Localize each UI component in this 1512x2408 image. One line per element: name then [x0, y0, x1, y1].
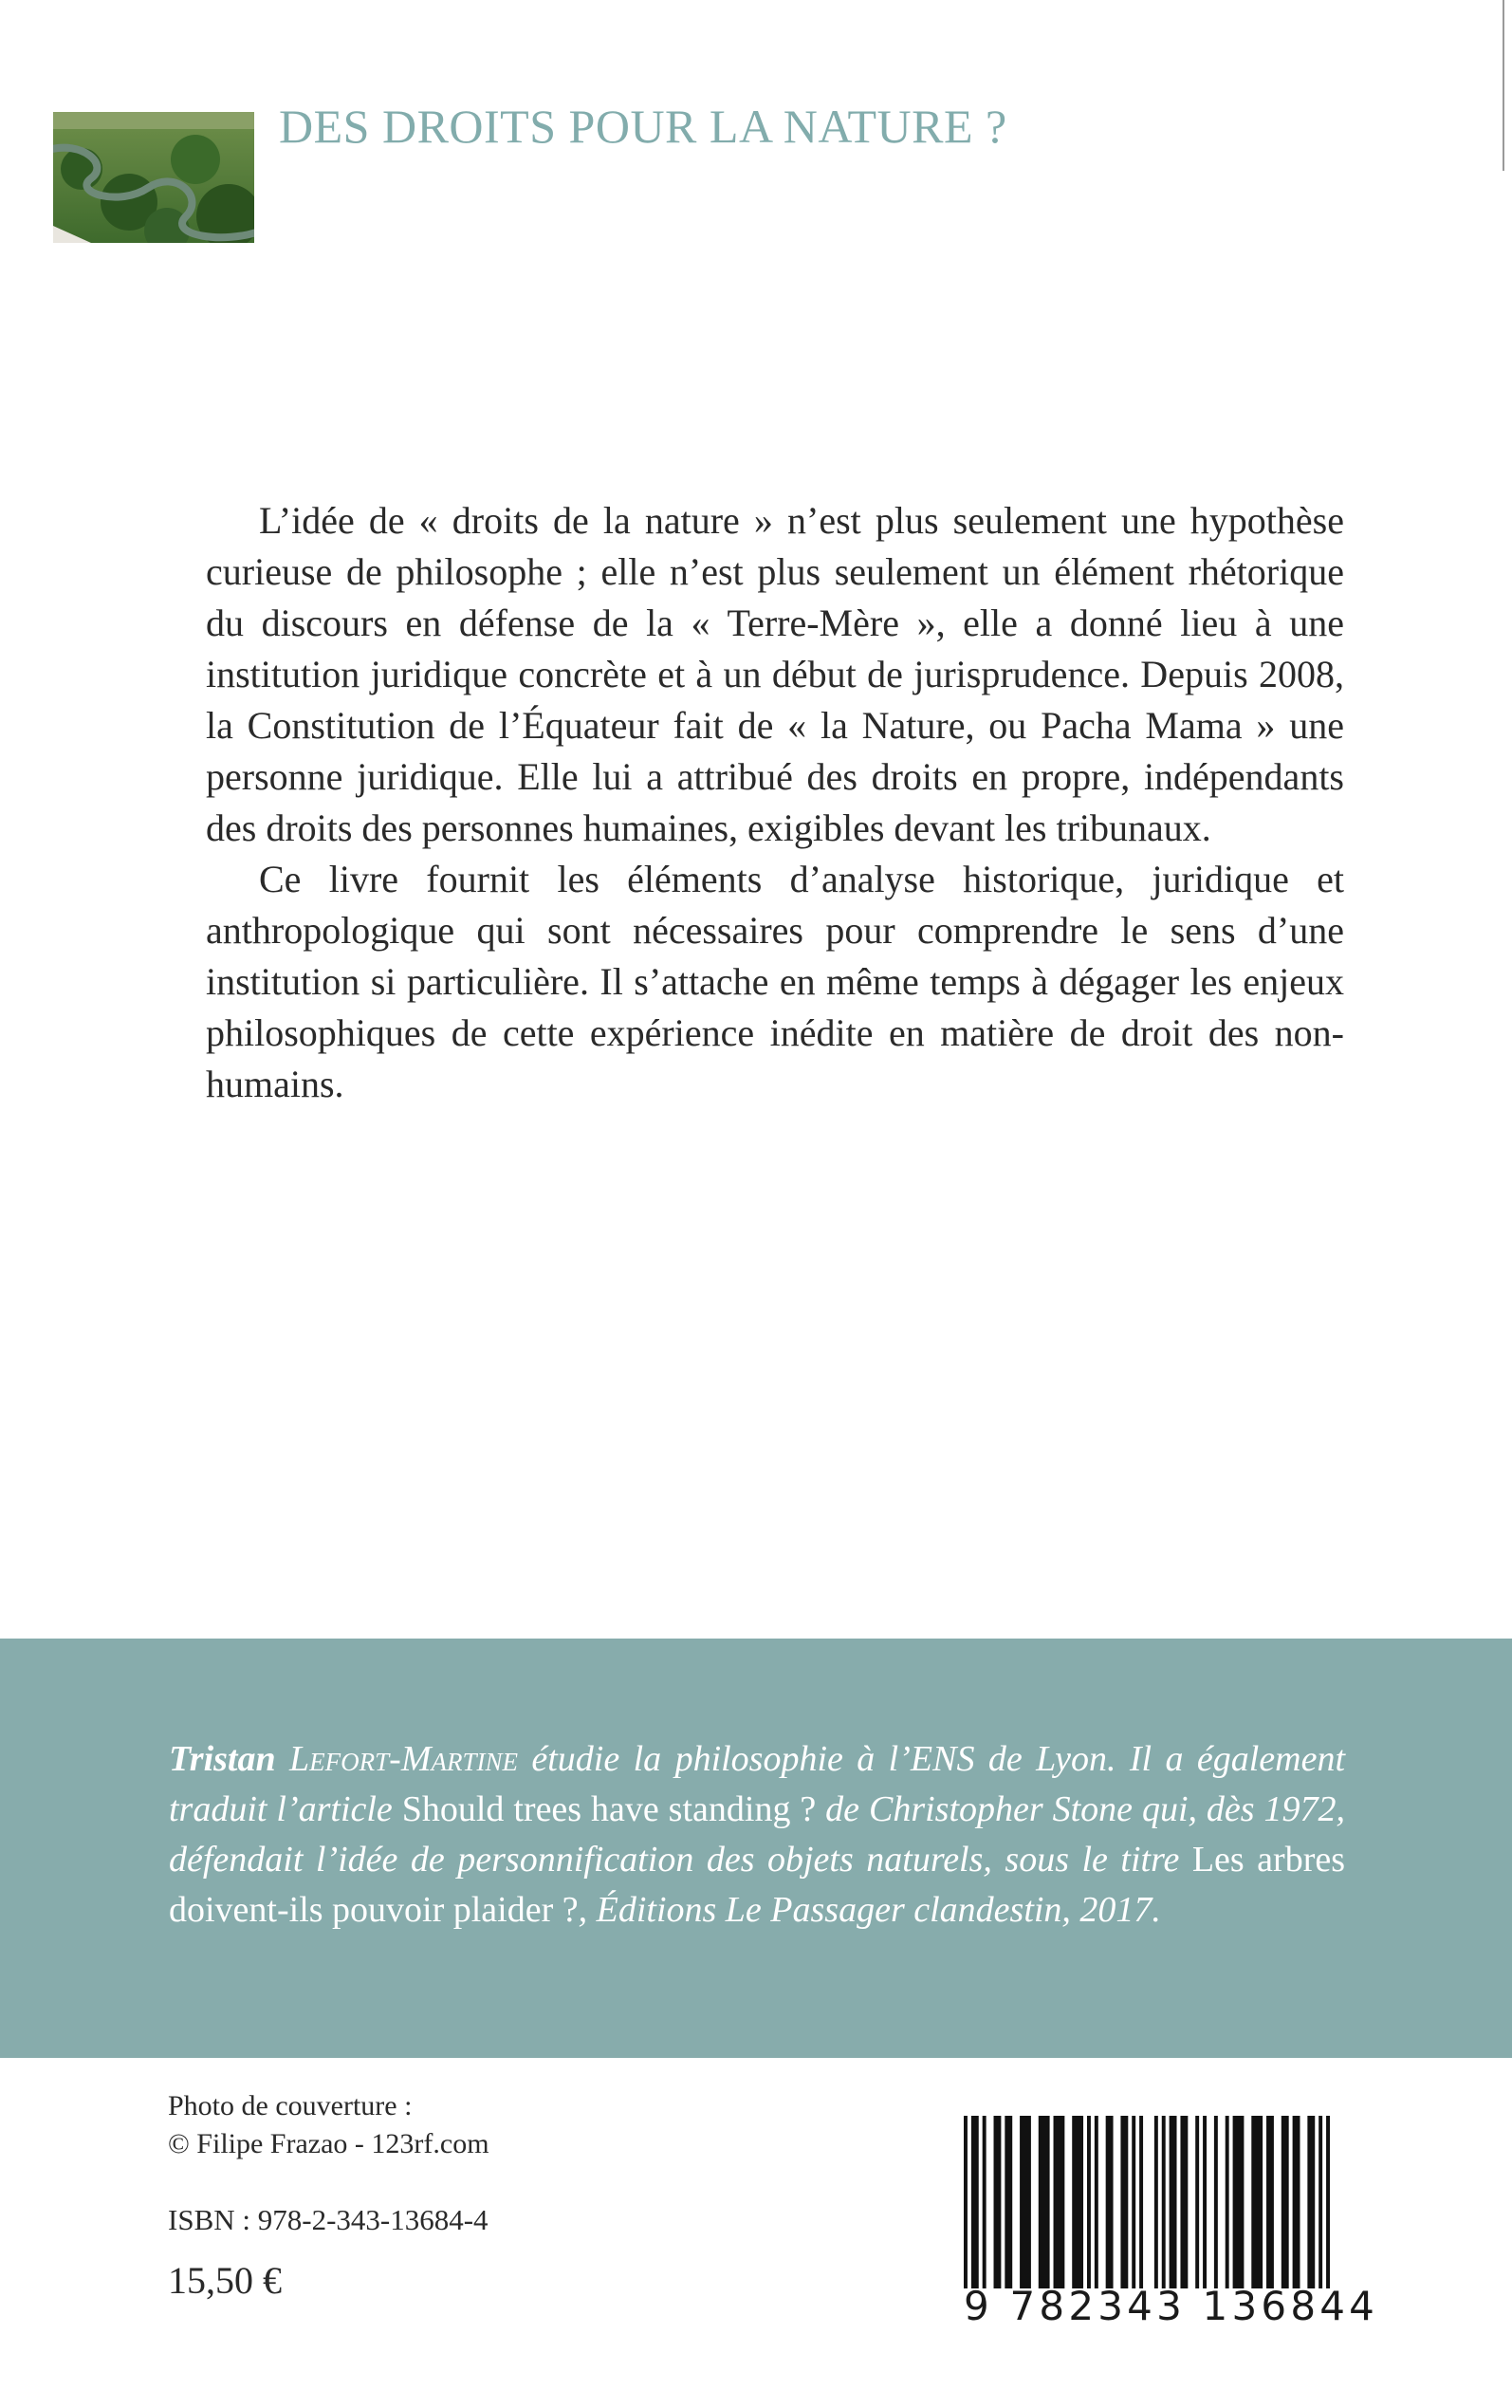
author-bio — [169, 1734, 1345, 1936]
river-landscape-icon — [53, 112, 254, 243]
barcode-bar — [1132, 2116, 1135, 2288]
barcode-bar — [1266, 2116, 1274, 2288]
book-description — [206, 495, 1344, 1110]
book-title: DES DROITS POUR LA NATURE ? — [279, 100, 1007, 153]
barcode-bar — [1326, 2116, 1330, 2288]
article-title: Should trees have standing ? — [401, 1789, 817, 1829]
barcode-bar — [1233, 2116, 1245, 2288]
barcode-bar — [1282, 2116, 1289, 2288]
bio-text-2: de Christopher Stone qui, dès 1972, défendait l’idée de personnification des objets naturels, sous le titre — [169, 1789, 1346, 1880]
barcode-bar — [994, 2116, 1002, 2288]
photo-credit — [168, 2087, 489, 2163]
barcode-bar — [1072, 2116, 1083, 2288]
description-paragraph-1: L’idée de « droits de la nature » n’est plus seulement une hypothèse curieuse de philosophe ; elle n’est plus seulement un élément rhétorique du discours en défense de la « Terre-Mère », elle a donné lieu à une institution juridique concrète et à un début de jurisprudence. Depuis 2008, la Constitution de l’Équateur fait de « la Nature, ou Pacha Mama » une personne juridique. Elle lui a attribué des droits en propre, indépendants des droits des personnes humaines, exigibles devant les tribunaux. — [206, 499, 1344, 849]
barcode-bar — [1139, 2116, 1143, 2288]
barcode-bar — [1293, 2116, 1300, 2288]
barcode-bar — [1162, 2116, 1166, 2288]
barcode-bar — [1087, 2116, 1091, 2288]
barcode-bar — [1054, 2116, 1065, 2288]
author-first-name: Tristan — [169, 1739, 276, 1779]
barcode-bar — [1154, 2116, 1158, 2288]
barcode-bar — [1318, 2116, 1322, 2288]
barcode-bar — [983, 2116, 986, 2288]
description-paragraph-2: Ce livre fournit les éléments d’analyse historique, juridique et anthropologique qui sont nécessaires pour comprendre le sens d’une institution si particulière. Il s’attache en même temps à dégager les enjeux philosophiques de cette expérience inédite en matière de droit des non-humains. — [206, 858, 1344, 1105]
bio-text-1: étudie la philosophie à l’ENS de Lyon. Il a également traduit l’article — [169, 1739, 1346, 1829]
photo-credit-label: Photo de couverture : — [168, 2090, 413, 2121]
barcode-icon — [964, 2116, 1330, 2288]
barcode-bar — [1203, 2116, 1207, 2288]
translated-book-title: Les arbres doivent-ils pouvoir plaider ? — [169, 1840, 1346, 1930]
author-last-name: Lefort-Martine — [289, 1739, 518, 1779]
bio-text-3: , Éditions Le Passager clandestin, 2017. — [578, 1890, 1161, 1930]
barcode-bar — [1106, 2116, 1114, 2288]
barcode-bar — [1195, 2116, 1199, 2288]
price: 15,50 € — [168, 2259, 282, 2302]
spine-edge-line — [1503, 0, 1504, 171]
cover-thumbnail — [53, 112, 254, 243]
barcode-bar — [1180, 2116, 1188, 2288]
barcode-bar — [964, 2116, 968, 2288]
barcode-bar — [1226, 2116, 1229, 2288]
barcode-bar — [1020, 2116, 1031, 2288]
isbn: ISBN : 978-2-343-13684-4 — [168, 2203, 489, 2236]
barcode-bar — [1170, 2116, 1177, 2288]
barcode-digits: 9 782343 136844 — [964, 2283, 1379, 2329]
barcode-bar — [1307, 2116, 1315, 2288]
barcode-bar — [1095, 2116, 1098, 2288]
barcode-bar — [1251, 2116, 1263, 2288]
barcode-bar — [1039, 2116, 1050, 2288]
barcode-bar — [1005, 2116, 1012, 2288]
barcode-bar — [1214, 2116, 1218, 2288]
photo-credit-source: © Filipe Frazao - 123rf.com — [168, 2128, 489, 2159]
barcode-bar — [971, 2116, 979, 2288]
barcode-bar — [1120, 2116, 1128, 2288]
